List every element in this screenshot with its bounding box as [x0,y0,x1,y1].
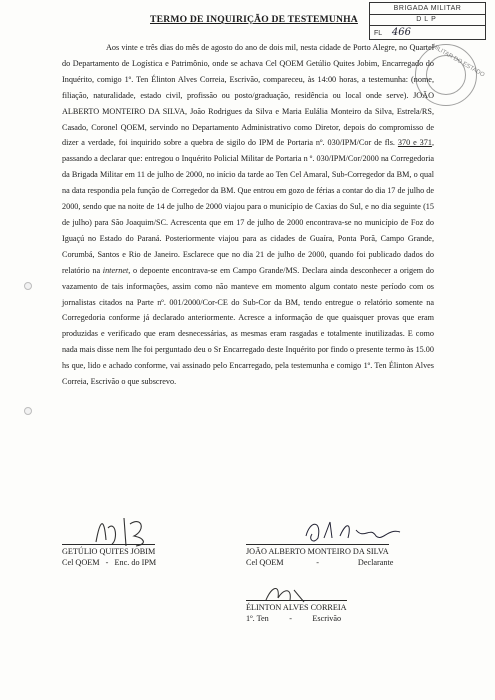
signature-block-escrivao [246,600,347,624]
punch-hole [24,282,32,290]
signature-block-encarregado [62,544,156,568]
signer-rank: 1º. Ten [246,614,269,623]
stamp-line-2: DLP [370,15,485,26]
protocol-stamp [369,2,486,40]
stamp-fl-label: FL [374,30,382,37]
signer-role: Declarante [357,558,394,567]
signer-name: ÉLINTON ALVES CORREIA [246,600,347,613]
separator: - [105,558,109,567]
signer-role: Escrivão [312,614,342,623]
paragraph-text: , passando a declarar que: entregou o Inquérito Policial Militar de Portaria n º. 030/IPM/Cor/2000 na Corregedoria da Brigada Militar em 11 de julho de 2000, no início da tarde ao Ten Cel Amaral, Sub-Corregedor da BM, o qual na data respondia pela função de Corregedor da BM. Que entrou em gozo de férias a contar do dia 17 de julho de 2000, sendo que na noite de 14 de julho de 2000 viajou para o município de Caxias do Sul, e no dia seguinte (15 de julho) para São Joaquim/SC. Acrescenta que em 17 de julho de 2000 encontrava-se no município de Foz do Iguaçú no Estado do Paraná. Posteriormente viajou para as cidades de Guaíra, Ponta Porã, Campo Grande, Corumbá, Santos e Rio de Janeiro. Esclarece que no dia 21 de julho de 2000, quando foi publicado dados do relatório na [62,138,434,275]
stamp-line-1: BRIGADA MILITAR [370,3,485,15]
stamp-folio [370,26,485,39]
document-title: TERMO DE INQUIRIÇÃO DE TESTEMUNHA [150,14,358,25]
testimony-paragraph [62,40,434,390]
paragraph-text: Aos vinte e três dias do mês de agosto do ano de dois mil, nesta cidade de Porto Alegre, no Quartel do Departamento de Logística e Patrimônio, onde se achava Cel QOEM Getúlio Quites Jobim, Encarregado do Inquérito, comigo 1º. Ten Élinton Alves Correia, Escrivão, compareceu, às 14:00 horas, a testemunha: (nome, filiação, naturalidade, estado civil, profissão ou posto/graduação, residência ou local onde serve). JOÃO ALBERTO MONTEIRO DA SILVA, João Rodrigues da Silva e Maria Eulália Monteiro da Silva, Estrela/RS, Casado, Coronel QOEM, servindo no Departamento Administrativo como Diretor, depois do compromisso de dizer a verdade, foi inquirido sobre a quebra de sigilo do IPM de Portaria nº. 030/IPM/Cor de fls. [62,43,434,148]
seal-text: MILITAR DO ESTADO [430,43,486,79]
internet-word: internet [102,265,129,275]
signature-block-declarante [246,544,393,568]
signer-name: GETÚLIO QUITES JOBIM [62,544,155,557]
signer-rank: Cel QOEM [62,558,100,567]
separator: - [289,614,292,623]
stamp-folio-number: 466 [391,27,411,38]
separator: - [316,558,320,567]
punch-hole [24,407,32,415]
signer-name: JOÃO ALBERTO MONTEIRO DA SILVA [246,544,389,557]
paragraph-text: , o depoente encontrava-se em Campo Grande/MS. Declara ainda desconhecer a origem do vazamento de tais informações, assim como não manteve em momento algum contato neste período com os jornalistas citados na Parte nº. 001/2000/Cor-CE do Sub-Cor da BM, tendo entregue o relatório somente na Corregedoria conforme já declarado anteriormente. Acresce a informação de que quaisquer provas que eram produzidas e verificado que eram desnecessárias, as mesmas eram rasgadas e totalmente inutilizadas. E como nada mais disse nem lhe foi perguntado deu o Sr Encarregado deste Inquérito por findo o presente termo às 15.00 hs que, lido e achado conforme, vai assinado pelo Encarregado, pela testemunha e comigo 1º. Ten Élinton Alves Correia, Escrivão o que subscrevo. [62,265,434,387]
signer-role: Enc. do IPM [114,558,157,567]
folio-reference: 370 e 371 [397,138,432,148]
signer-rank: Cel QOEM [246,558,284,567]
testimony-text [62,40,434,390]
